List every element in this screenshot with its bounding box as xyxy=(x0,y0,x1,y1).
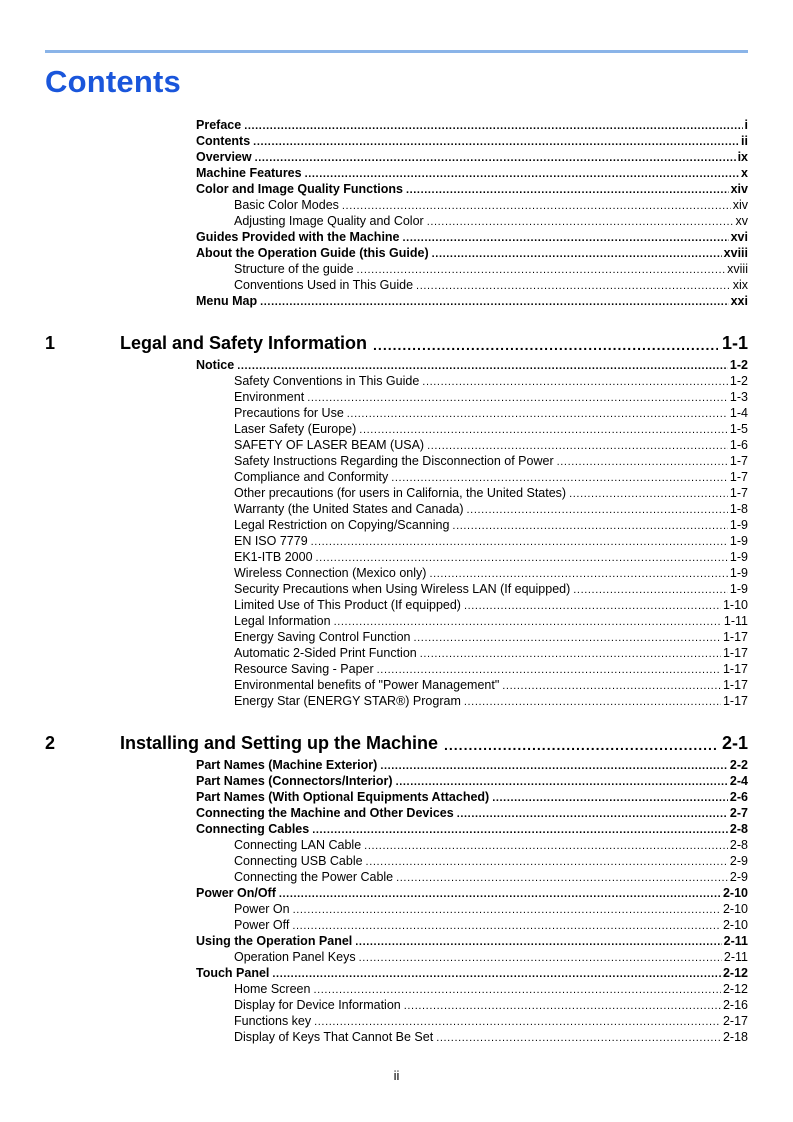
toc-entry-label: Part Names (Connectors/Interior) xyxy=(196,774,393,788)
dot-leader xyxy=(355,938,721,946)
toc-subentry[interactable] xyxy=(234,389,748,405)
dot-leader xyxy=(427,442,728,450)
toc-entry-page: 2-8 xyxy=(729,838,748,852)
toc-entry-label: Warranty (the United States and Canada) xyxy=(234,502,464,516)
toc-subentry[interactable] xyxy=(234,549,748,565)
dot-leader xyxy=(237,362,728,370)
toc-entry-page: 1-17 xyxy=(722,630,748,644)
toc-entry-label: Limited Use of This Product (If equipped) xyxy=(234,598,461,612)
dot-leader xyxy=(404,1002,721,1010)
toc-entry-page: 1-9 xyxy=(729,534,748,548)
toc-entry-label: Power On xyxy=(234,902,290,916)
toc-entry-page: x xyxy=(741,166,748,180)
dot-leader xyxy=(429,570,727,578)
toc-entry[interactable] xyxy=(196,805,748,821)
dot-leader xyxy=(396,874,728,882)
dot-leader xyxy=(272,970,721,978)
toc-entry-label: Adjusting Image Quality and Color xyxy=(234,214,424,228)
toc-entry-label: Notice xyxy=(196,358,235,372)
toc-entry-label: Connecting USB Cable xyxy=(234,854,363,868)
toc-entry-page: xv xyxy=(735,214,748,228)
toc-entry-page: 2-18 xyxy=(722,1030,748,1044)
toc-entry-page: 2-17 xyxy=(722,1014,748,1028)
toc-entry-label: Color and Image Quality Functions xyxy=(196,182,403,196)
toc-entry-label: Preface xyxy=(196,118,242,132)
toc-entry-page: 1-3 xyxy=(729,390,748,404)
dot-leader xyxy=(420,650,721,658)
toc-entry-page: xviii xyxy=(727,262,748,276)
toc-entry-label: Laser Safety (Europe) xyxy=(234,422,357,436)
toc-subentry[interactable] xyxy=(234,917,748,933)
page-number: ii xyxy=(393,1068,400,1083)
toc-subentry[interactable] xyxy=(234,981,748,997)
dot-leader xyxy=(279,890,721,898)
toc-entry[interactable] xyxy=(196,149,748,165)
toc-entry-label: Structure of the guide xyxy=(234,262,354,276)
toc-entry-page: 2-10 xyxy=(722,918,748,932)
chapter-title: Legal and Safety Information xyxy=(120,333,368,353)
toc-entry-label: EN ISO 7779 xyxy=(234,534,308,548)
toc-entry-label: Menu Map xyxy=(196,294,258,308)
toc-subentry[interactable] xyxy=(234,613,748,629)
dot-leader xyxy=(292,922,721,930)
toc-entry-page: 1-17 xyxy=(722,694,748,708)
toc-entry-page: 2-11 xyxy=(723,950,748,964)
dot-leader xyxy=(403,234,729,242)
header-rule xyxy=(45,50,748,53)
toc-entry-label: Part Names (With Optional Equipments Attached) xyxy=(196,790,490,804)
toc-entry-page: 2-10 xyxy=(722,886,748,900)
toc-subentry[interactable] xyxy=(234,437,748,453)
dot-leader xyxy=(305,170,739,178)
toc-entry-label: Legal Restriction on Copying/Scanning xyxy=(234,518,450,532)
toc-entry-page: 1-9 xyxy=(729,582,748,596)
toc-entry-page: xix xyxy=(732,278,748,292)
toc-entry-page: 1-17 xyxy=(722,646,748,660)
toc-subentry[interactable] xyxy=(234,213,748,229)
dot-leader xyxy=(347,410,728,418)
chapter-number: 2 xyxy=(45,733,56,753)
toc-entry[interactable] xyxy=(196,965,748,981)
toc-entry-label: Connecting Cables xyxy=(196,822,310,836)
toc-subentry[interactable] xyxy=(234,197,748,213)
dot-leader xyxy=(312,826,728,834)
toc-entry[interactable] xyxy=(196,165,748,181)
toc-entry-label: Safety Conventions in This Guide xyxy=(234,374,420,388)
dot-leader xyxy=(492,794,728,802)
toc-entry-page: 2-12 xyxy=(722,966,748,980)
toc-entry-label: Power Off xyxy=(234,918,290,932)
dot-leader xyxy=(314,1018,721,1026)
toc-subentry[interactable] xyxy=(234,373,748,389)
toc-subentry[interactable] xyxy=(234,533,748,549)
toc-subentry[interactable] xyxy=(234,421,748,437)
dot-leader xyxy=(293,906,721,914)
toc-entry-label: Resource Saving - Paper xyxy=(234,662,374,676)
chapter-title: Installing and Setting up the Machine xyxy=(120,733,439,753)
dot-leader xyxy=(427,218,734,226)
toc-entry-label: About the Operation Guide (this Guide) xyxy=(196,246,429,260)
dot-leader xyxy=(573,586,728,594)
toc-entry-label: Precautions for Use xyxy=(234,406,344,420)
toc-subentry[interactable] xyxy=(234,1013,748,1029)
toc-entry-label: Energy Saving Control Function xyxy=(234,630,411,644)
toc-subentry[interactable] xyxy=(234,469,748,485)
page-title: Contents xyxy=(45,64,181,99)
toc-entry-page: 1-2 xyxy=(729,358,748,372)
chapter-page: 2-1 xyxy=(721,733,748,753)
dot-leader xyxy=(366,858,728,866)
dot-leader xyxy=(334,618,722,626)
dot-leader xyxy=(464,602,721,610)
toc-entry-page: ii xyxy=(741,134,748,148)
dot-leader xyxy=(436,1034,721,1042)
dot-leader xyxy=(311,538,728,546)
dot-leader xyxy=(307,394,728,402)
toc-entry-label: Automatic 2-Sided Print Function xyxy=(234,646,417,660)
toc-entry[interactable] xyxy=(196,357,748,373)
toc-subentry[interactable] xyxy=(234,501,748,517)
toc-subentry[interactable] xyxy=(234,405,748,421)
toc-entry-label: Other precautions (for users in California, the United States) xyxy=(234,486,567,500)
toc-entry[interactable] xyxy=(196,821,748,837)
toc-subentry[interactable] xyxy=(234,997,748,1013)
toc-entry-label: Connecting the Machine and Other Devices xyxy=(196,806,454,820)
toc-entry-label: Contents xyxy=(196,134,251,148)
chapter-number: 1 xyxy=(45,333,56,353)
dot-leader xyxy=(255,154,736,162)
toc-subentry[interactable] xyxy=(234,869,748,885)
toc-entry-label: Guides Provided with the Machine xyxy=(196,230,400,244)
toc-entry[interactable] xyxy=(196,773,748,789)
toc-entry-label: Home Screen xyxy=(234,982,311,996)
dot-leader xyxy=(359,954,722,962)
toc-entry-page: ix xyxy=(737,150,748,164)
toc-entry-label: SAFETY OF LASER BEAM (USA) xyxy=(234,438,425,452)
toc-entry[interactable] xyxy=(196,117,748,133)
toc-entry-label: Display of Keys That Cannot Be Set xyxy=(234,1030,434,1044)
chapter-page: 1-1 xyxy=(721,333,748,353)
dot-leader xyxy=(416,282,731,290)
toc-entry-label: Environment xyxy=(234,390,305,404)
toc-entry-label: Conventions Used in This Guide xyxy=(234,278,414,292)
dot-leader xyxy=(557,458,728,466)
toc-entry-page: 1-4 xyxy=(729,406,748,420)
toc-subentry[interactable] xyxy=(234,901,748,917)
toc-entry-label: Power On/Off xyxy=(196,886,276,900)
toc-entry-label: Legal Information xyxy=(234,614,331,628)
toc-entry-label: Compliance and Conformity xyxy=(234,470,389,484)
toc-subentry[interactable] xyxy=(234,485,748,501)
toc-entry-label: Connecting LAN Cable xyxy=(234,838,362,852)
toc-entry-page: 2-8 xyxy=(729,822,748,836)
toc-entry-page: 1-7 xyxy=(729,486,748,500)
toc-subentry[interactable] xyxy=(234,661,748,677)
toc-entry-page: 1-11 xyxy=(723,614,748,628)
dot-leader xyxy=(342,202,731,210)
toc-subentry[interactable] xyxy=(234,629,748,645)
toc-subentry[interactable] xyxy=(234,453,748,469)
toc-entry[interactable] xyxy=(196,181,748,197)
toc-subentry[interactable] xyxy=(234,261,748,277)
dot-leader xyxy=(380,762,728,770)
dot-leader xyxy=(413,634,720,642)
dot-leader xyxy=(313,986,721,994)
toc-entry-label: Touch Panel xyxy=(196,966,270,980)
toc-entry-page: xiv xyxy=(730,182,748,196)
dot-leader xyxy=(357,266,726,274)
dot-leader xyxy=(502,682,721,690)
toc-entry[interactable] xyxy=(196,757,748,773)
dot-leader xyxy=(422,378,728,386)
toc-entry-label: Display for Device Information xyxy=(234,998,401,1012)
dot-leader xyxy=(396,778,728,786)
toc-entry-label: Security Precautions when Using Wireless LAN (If equipped) xyxy=(234,582,571,596)
dot-leader xyxy=(406,186,729,194)
dot-leader xyxy=(359,426,728,434)
dot-leader xyxy=(569,490,728,498)
toc-entry-label: Functions key xyxy=(234,1014,312,1028)
toc-subentry[interactable] xyxy=(234,693,748,709)
dot-leader xyxy=(391,474,728,482)
toc-entry-page: 1-6 xyxy=(729,438,748,452)
dot-leader xyxy=(316,554,728,562)
toc-entry-label: Environmental benefits of "Power Management" xyxy=(234,678,500,692)
toc-entry-page: 2-7 xyxy=(729,806,748,820)
toc-entry-label: Operation Panel Keys xyxy=(234,950,356,964)
toc-subentry[interactable] xyxy=(234,277,748,293)
toc-entry[interactable] xyxy=(196,293,748,309)
toc-entry-label: Connecting the Power Cable xyxy=(234,870,394,884)
toc-entry-page: xviii xyxy=(723,246,748,260)
dot-leader xyxy=(377,666,721,674)
dot-leader xyxy=(452,522,728,530)
toc-subentry[interactable] xyxy=(234,645,748,661)
toc-subentry[interactable] xyxy=(234,597,748,613)
toc-entry-page: 1-8 xyxy=(729,502,748,516)
toc-entry-page: 1-7 xyxy=(729,470,748,484)
toc-entry-page: 2-6 xyxy=(729,790,748,804)
dot-leader xyxy=(432,250,722,258)
toc-entry[interactable] xyxy=(196,133,748,149)
toc-subentry[interactable] xyxy=(234,837,748,853)
toc-entry-label: Part Names (Machine Exterior) xyxy=(196,758,378,772)
dot-leader xyxy=(364,842,728,850)
toc-entry[interactable] xyxy=(196,245,748,261)
toc-entry-label: Energy Star (ENERGY STAR®) Program xyxy=(234,694,461,708)
toc-entry-label: Using the Operation Panel xyxy=(196,934,353,948)
toc-entry-page: xxi xyxy=(730,294,748,308)
toc-entry[interactable] xyxy=(196,789,748,805)
toc-entry-page: 1-10 xyxy=(722,598,748,612)
toc-entry-page: 1-17 xyxy=(722,678,748,692)
toc-entry-page: xvi xyxy=(730,230,748,244)
toc-entry-page: 2-11 xyxy=(723,934,748,948)
toc-entry-label: Safety Instructions Regarding the Disconnection of Power xyxy=(234,454,554,468)
toc-entry-label: Basic Color Modes xyxy=(234,198,339,212)
toc-entry-label: Machine Features xyxy=(196,166,302,180)
toc-subentry[interactable] xyxy=(234,517,748,533)
dot-leader xyxy=(464,698,721,706)
dot-leader xyxy=(457,810,728,818)
toc-entry-page: 1-7 xyxy=(729,454,748,468)
toc-entry-page: 1-2 xyxy=(729,374,748,388)
toc-subentry[interactable] xyxy=(234,1029,748,1045)
dot-leader xyxy=(444,740,718,750)
dot-leader xyxy=(467,506,728,514)
toc-subentry[interactable] xyxy=(234,565,748,581)
toc-entry-page: 1-9 xyxy=(729,550,748,564)
chapter-heading[interactable] xyxy=(45,732,748,754)
toc-entry-page: 2-12 xyxy=(722,982,748,996)
toc-entry[interactable] xyxy=(196,885,748,901)
toc-entry-page: i xyxy=(744,118,748,132)
toc-entry-page: 2-2 xyxy=(729,758,748,772)
toc-entry-page: 1-9 xyxy=(729,566,748,580)
toc-entry-label: EK1-ITB 2000 xyxy=(234,550,313,564)
toc-entry-page: 2-16 xyxy=(722,998,748,1012)
toc-subentry[interactable] xyxy=(234,581,748,597)
toc-subentry[interactable] xyxy=(234,677,748,693)
chapter-heading[interactable] xyxy=(45,332,748,354)
toc-entry-page: 1-5 xyxy=(729,422,748,436)
dot-leader xyxy=(373,340,718,350)
toc-entry-label: Overview xyxy=(196,150,252,164)
toc-entry[interactable] xyxy=(196,933,748,949)
toc-entry-page: xiv xyxy=(732,198,748,212)
toc-entry-label: Wireless Connection (Mexico only) xyxy=(234,566,427,580)
toc-entry-page: 1-17 xyxy=(722,662,748,676)
toc-entry[interactable] xyxy=(196,229,748,245)
dot-leader xyxy=(260,298,729,306)
dot-leader xyxy=(244,122,742,130)
toc-subentry[interactable] xyxy=(234,949,748,965)
toc-entry-page: 2-9 xyxy=(729,870,748,884)
toc-entry-page: 1-9 xyxy=(729,518,748,532)
toc-entry-page: 2-4 xyxy=(729,774,748,788)
toc-subentry[interactable] xyxy=(234,853,748,869)
toc-entry-page: 2-10 xyxy=(722,902,748,916)
toc-entry-page: 2-9 xyxy=(729,854,748,868)
dot-leader xyxy=(253,138,739,146)
